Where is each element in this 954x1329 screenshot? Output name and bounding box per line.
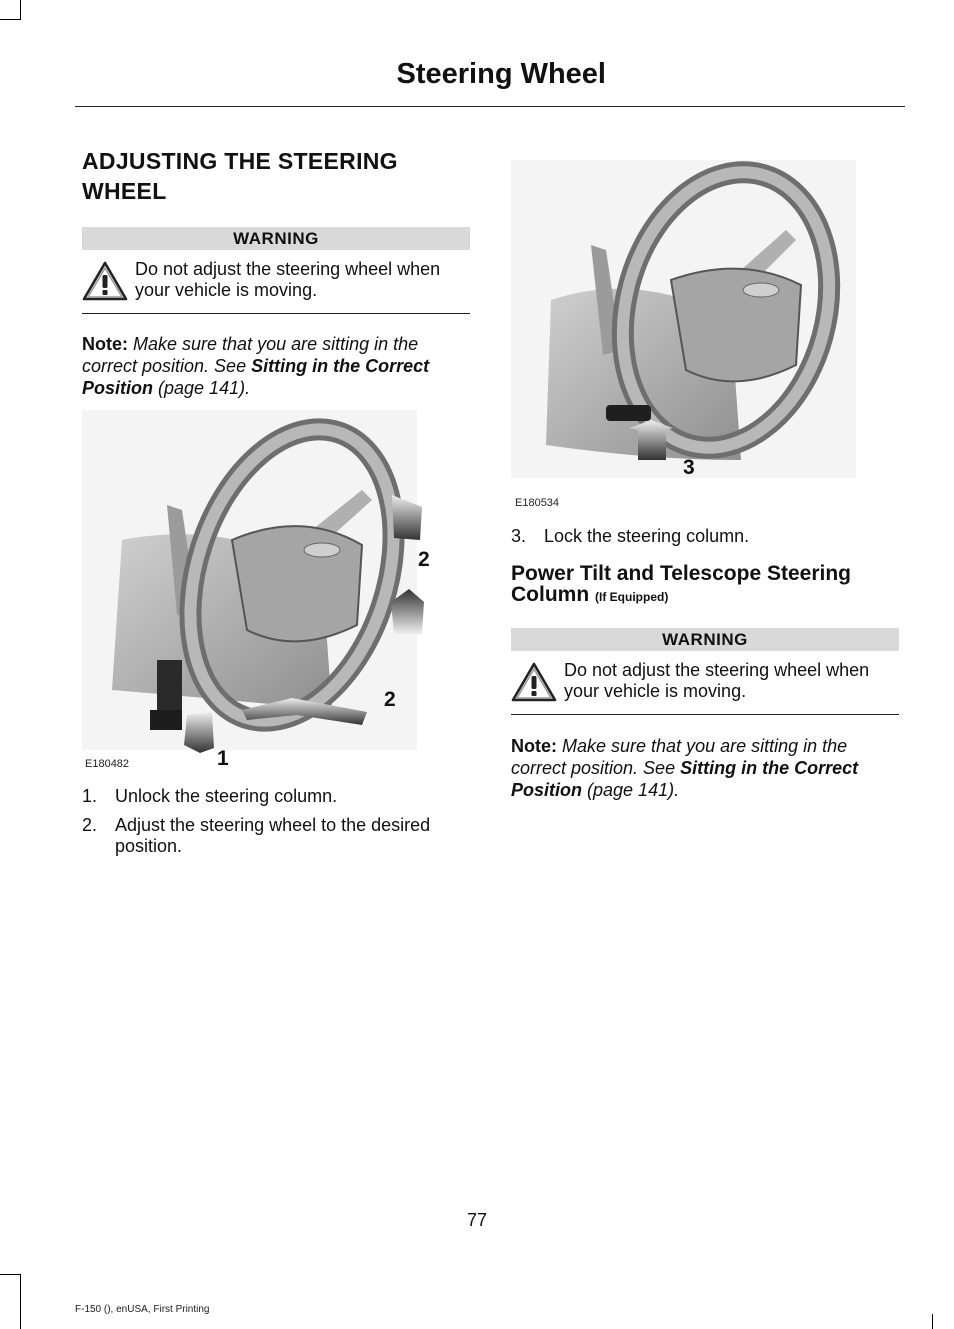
crop-mark xyxy=(0,19,20,20)
list-item-text: Lock the steering column. xyxy=(544,526,750,546)
warning-divider xyxy=(82,313,470,314)
page-number: 77 xyxy=(466,1210,488,1230)
note-link[interactable]: Sitting in the Correct Position xyxy=(82,356,430,398)
note-lead: Note: xyxy=(511,736,557,756)
warning-text: Do not adjust the steering wheel when your vehicle is moving. xyxy=(564,660,870,701)
subsection-title-text: Power Tilt and Telescope Steering Column xyxy=(511,562,851,606)
figure-callout: 1 xyxy=(217,747,229,770)
subsection-title xyxy=(511,563,906,608)
note-lead: Note: xyxy=(82,334,128,354)
crop-mark xyxy=(20,0,21,20)
list-item-number: 2. xyxy=(82,815,98,835)
note-ref: (page 141). xyxy=(587,780,680,800)
warning-triangle-icon xyxy=(511,661,557,703)
note-link[interactable]: Sitting in the Correct Position xyxy=(511,758,859,800)
steering-lock-illustration xyxy=(511,160,861,485)
section-title: ADJUSTING THE STEERING WHEEL xyxy=(82,148,398,204)
warning-bar: WARNING xyxy=(82,227,470,250)
list-item-text: Adjust the steering wheel to the desired position. xyxy=(115,815,431,856)
figure-callout: 2 xyxy=(384,688,396,711)
warning-text: Do not adjust the steering wheel when your vehicle is moving. xyxy=(135,259,441,300)
figure-callout: 3 xyxy=(683,456,695,479)
figure-callout: 2 xyxy=(418,548,430,571)
list-item-number: 3. xyxy=(511,526,527,546)
note-text: Make sure that you are sitting in the correct position. See xyxy=(82,334,419,376)
list-item-text: Unlock the steering column. xyxy=(115,786,338,806)
figure-code: E180482 xyxy=(85,758,130,770)
header-divider xyxy=(75,106,905,107)
page-title: Steering Wheel xyxy=(396,58,606,90)
note xyxy=(82,333,474,399)
crop-mark xyxy=(20,1274,21,1329)
note-text: Make sure that you are sitting in the correct position. See xyxy=(511,736,848,778)
figure-code: E180534 xyxy=(515,497,560,509)
warning-triangle-icon xyxy=(82,260,128,302)
crop-mark xyxy=(932,1314,933,1329)
steering-adjust-illustration xyxy=(82,410,442,770)
list-item-number: 1. xyxy=(82,786,98,806)
footer-text: F-150 (), enUSA, First Printing xyxy=(75,1304,210,1315)
crop-mark xyxy=(0,1274,20,1275)
warning-divider xyxy=(511,714,899,715)
warning-bar: WARNING xyxy=(511,628,899,651)
note xyxy=(511,735,903,801)
subsection-title-suffix: (If Equipped) xyxy=(595,590,669,604)
note-ref: (page 141). xyxy=(158,378,251,398)
